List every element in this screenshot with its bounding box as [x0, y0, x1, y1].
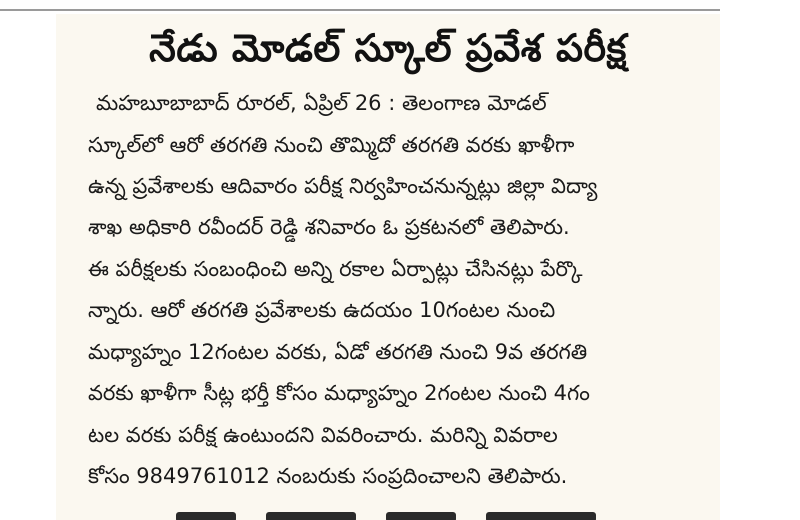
article-line: మధ్యాహ్నం 12గంటల వరకు, ఏడో తరగతి నుంచి 9వ తరగతి — [88, 340, 588, 364]
article-line: టల వరకు పరీక్ష ఉంటుందని వివరించారు. మరిన్ని వివరాల — [88, 423, 558, 447]
cropped-next-headline — [56, 508, 720, 520]
article-line: స్కూల్‌లో ఆరో తరగతి నుంచి తొమ్మిదో తరగతి వరకు ఖాళీగా — [88, 133, 575, 157]
article-line: కోసం 9849761012 నంబరుకు సంప్రదించాలని తెలిపారు. — [88, 464, 568, 488]
article-line: శాఖ అధికారి రవీందర్ రెడ్డి శనివారం ఓ ప్రకటనలో తెలిపారు. — [88, 215, 570, 239]
cropped-glyph — [386, 512, 456, 520]
article-line: ఉన్న ప్రవేశాలకు ఆదివారం పరీక్ష నిర్వహించనున్నట్లు జిల్లా విద్యా — [88, 174, 598, 198]
page-margin — [720, 0, 800, 520]
article-line: మహబూబాబాద్ రూరల్, ఏప్రిల్ 26 : తెలంగాణ మోడల్ — [96, 91, 547, 115]
cropped-glyph — [266, 512, 356, 520]
article-line: న్నారు. ఆరో తరగతి ప్రవేశాలకు ఉదయం 10గంటల నుంచి — [88, 298, 556, 322]
top-divider — [0, 9, 720, 11]
cropped-glyph — [486, 512, 596, 520]
article-line: వరకు ఖాళీగా సీట్ల భర్తీ కోసం మధ్యాహ్నం 2గంటల నుంచి 4గం — [88, 381, 590, 405]
article-headline: నేడు మోడల్ స్కూల్ ప్రవేశ పరీక్ష — [149, 26, 627, 70]
cropped-glyph — [176, 512, 236, 520]
article-line: ఈ పరీక్షలకు సంబంధించి అన్ని రకాల ఏర్పాట్లు చేసినట్లు పేర్కొ — [88, 257, 583, 281]
